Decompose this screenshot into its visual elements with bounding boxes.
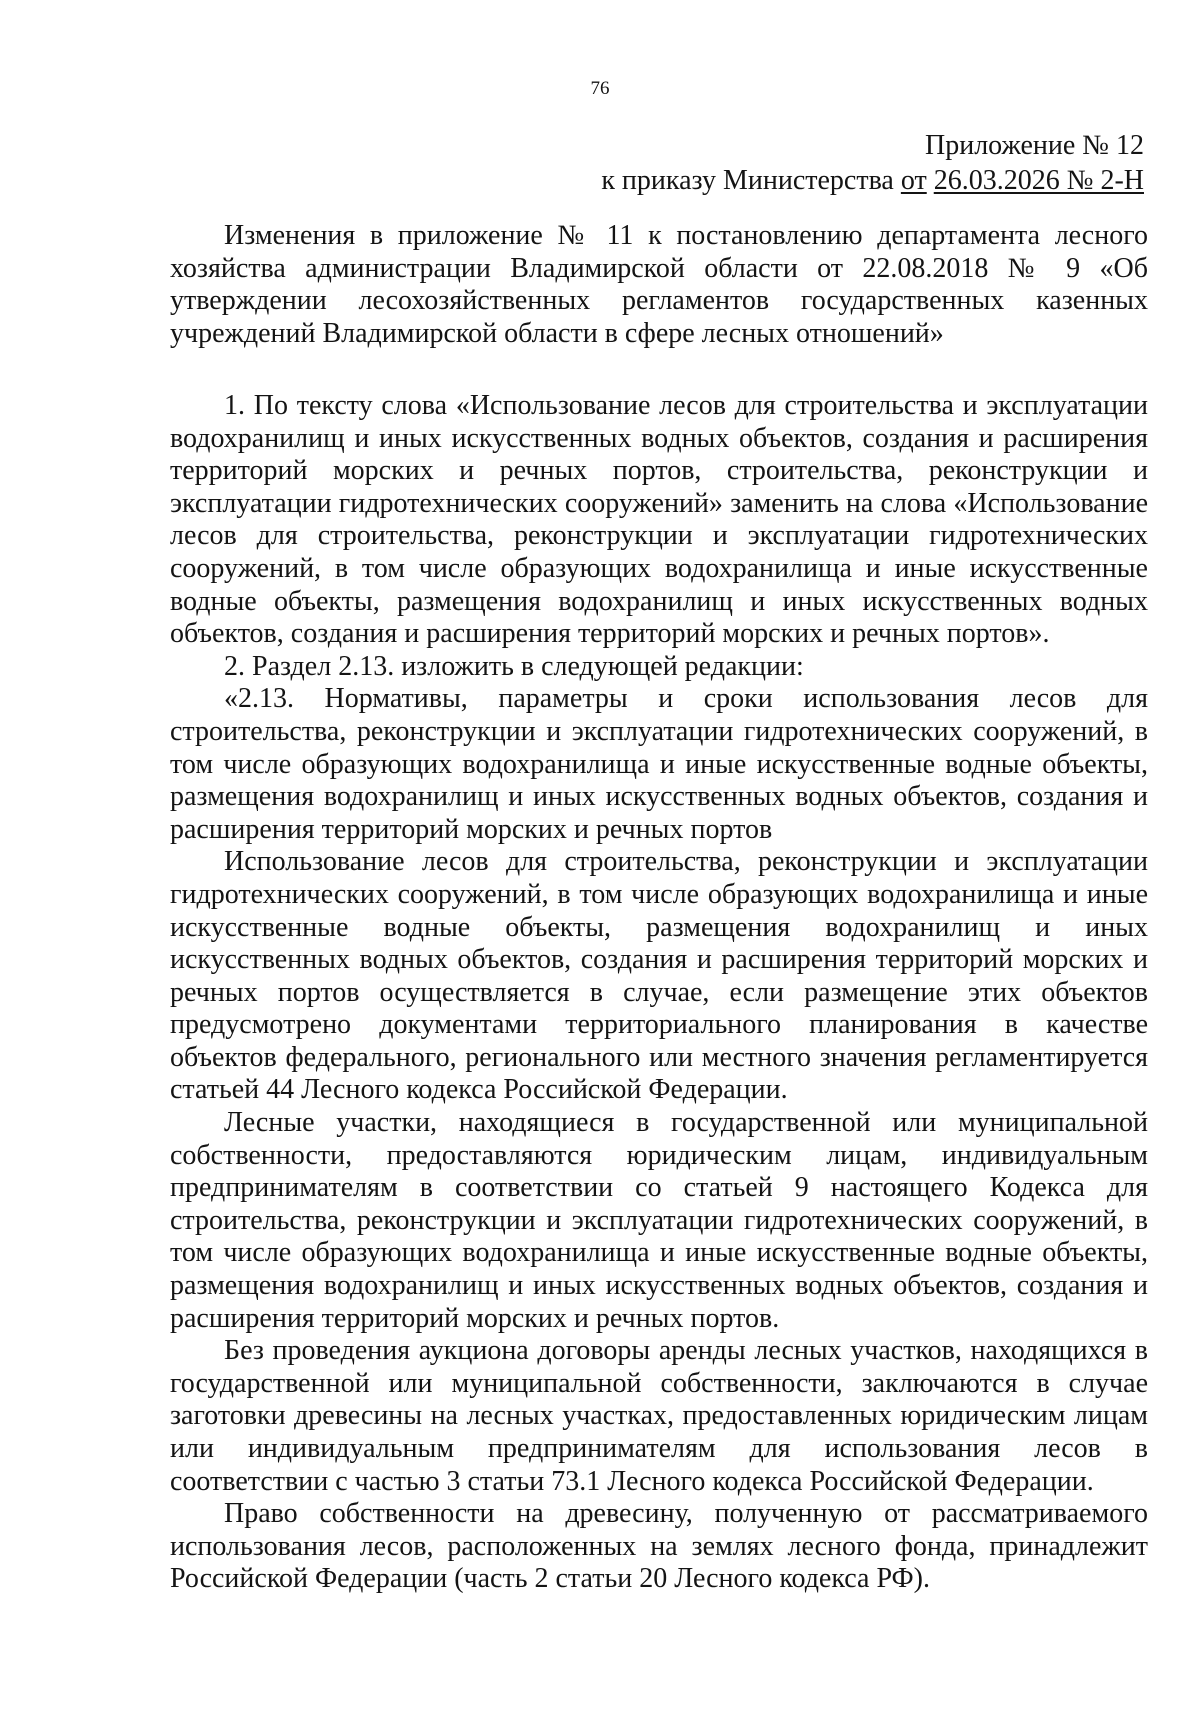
paragraph-forest-use: Использование лесов для строительства, реконструкции и эксплуатации гидротехнических сооружений, в том числе образующих водохранилища и иные искусственные водные объекты, размещения водохранилищ и иных искусственных водных объектов, создания и расширения территорий морских и речных портов осуществляется в случае, если размещение этих объектов предусмотрено документами территориального планирования в качестве объектов федерального, регионального или местного значения регламентируется статьей 44 Лесного кодекса Российской Федерации. bbox=[170, 846, 1148, 1106]
appendix-title: Приложение № 12 bbox=[925, 130, 1144, 161]
paragraph-lease-agreements: Без проведения аукциона договоры аренды лесных участков, находящихся в государственной или муниципальной собственности, заключаются в случае заготовки древесины на лесных участках, предоставленных юридическим лицам или индивидуальным предпринимателям для использования лесов в соответствии с частью 3 статьи 73.1 Лесного кодекса Российской Федерации. bbox=[170, 1335, 1148, 1497]
document-heading-block bbox=[170, 220, 1148, 350]
order-reference-space bbox=[927, 165, 934, 196]
paragraph-item-2: 2. Раздел 2.13. изложить в следующей редакции: bbox=[224, 650, 804, 682]
paragraph-section-2-13-title: «2.13. Нормативы, параметры и сроки использования лесов для строительства, реконструкции и эксплуатации гидротехнических сооружений, в том числе образующих водохранилища и иные искусственные водные объекты, размещения водохранилищ и иных искусственных водных объектов, создания и расширения территорий морских и речных портов bbox=[170, 683, 1148, 845]
order-reference-prefix: к приказу Министерства bbox=[601, 165, 901, 196]
document-body bbox=[170, 390, 1148, 1596]
appendix-order-reference bbox=[601, 163, 1144, 198]
appendix-header bbox=[601, 128, 1144, 198]
order-date-number: 26.03.2026 № 2-Н bbox=[933, 165, 1144, 196]
document-heading: Изменения в приложение № 11 к постановлению департамента лесного хозяйства администрации Владимирской области от 22.08.2018 № 9 «Об утверждении лесохозяйственных регламентов государственных казенных учреждений Владимирской области в сфере лесных отношений» bbox=[170, 220, 1148, 349]
page-number: 76 bbox=[590, 78, 610, 99]
paragraph-item-1: 1. По тексту слова «Использование лесов для строительства и эксплуатации водохранилищ и иных искусственных водных объектов, создания и расширения территорий морских и речных портов, строительства, реконструкции и эксплуатации гидротехнических сооружений» заменить на слова «Использование лесов для строительства, реконструкции и эксплуатации гидротехнических сооружений, в том числе образующих водохранилища и иные искусственные водные объекты, размещения водохранилищ и иных искусственных водных объектов, создания и расширения территорий морских и речных портов». bbox=[170, 390, 1148, 650]
order-reference-ot: от bbox=[900, 165, 927, 196]
paragraph-timber-ownership: Право собственности на древесину, полученную от рассматриваемого использования лесов, расположенных на землях лесного фонда, принадлежит Российской Федерации (часть 2 статьи 20 Лесного кодекса РФ). bbox=[170, 1498, 1148, 1595]
paragraph-forest-plots: Лесные участки, находящиеся в государственной или муниципальной собственности, предоставляются юридическим лицам, индивидуальным предпринимателям в соответствии со статьей 9 настоящего Кодекса для строительства, реконструкции и эксплуатации гидротехнических сооружений, в том числе образующих водохранилища и иные искусственные водные объекты, размещения водохранилищ и иных искусственных водных объектов, создания и расширения территорий морских и речных портов. bbox=[170, 1107, 1148, 1334]
